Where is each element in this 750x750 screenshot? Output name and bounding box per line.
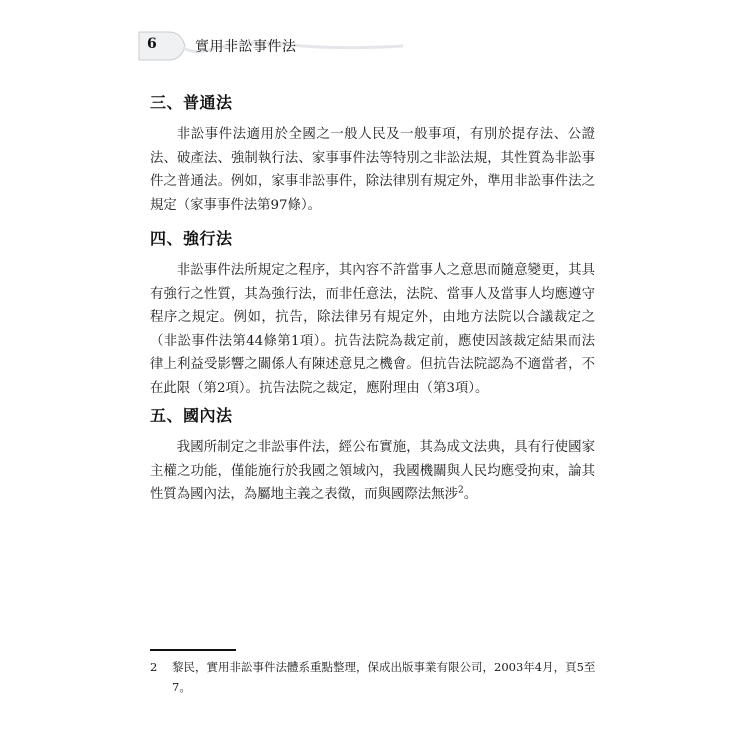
- page-number: 6: [147, 36, 157, 52]
- paragraph-domestic-law-end: 。: [463, 487, 478, 502]
- paragraph-domestic-law-text: 我國所制定之非訟事件法，經公布實施，其為成文法典，具有行使國家主權之功能，僅能施行於我國之領域內，我國機關與人民均應受拘束，論其性質為國內法，為屬地主義之表徵，而與國際法無涉: [150, 440, 595, 502]
- paragraph-general-law: 非訟事件法適用於全國之一般人民及一般事項，有別於提存法、公證法、破產法、強制執行法、家事事件法等特別之非訟法規，其性質為非訟事件之普通法。例如，家事非訟事件，除法律別有規定外，準用非訟事件法之規定（家事事件法第97條）。: [150, 127, 595, 213]
- section-heading-mandatory-law: 四、強行法: [150, 229, 233, 248]
- footnote-divider: [150, 649, 236, 651]
- footnote-number: 2: [150, 660, 158, 674]
- section-heading-domestic-law: 五、國內法: [150, 406, 233, 425]
- footnote-reference[interactable]: 2: [457, 485, 464, 496]
- footnote: [150, 657, 600, 697]
- paragraph-mandatory-law: 非訟事件法所規定之程序，其內容不許當事人之意思而隨意變更，其具有強行之性質，其為強行法，而非任意法，法院、當事人及當事人均應遵守程序之規定。例如，抗告，除法律另有規定外，由地方法院以合議裁定之（非訟事件法第44條第1項）。抗告法院為裁定前，應使因該裁定結果而法律上利益受影響之關係人有陳述意見之機會。但抗告法院認為不適當者，不在此限（第2項）。抗告法院之裁定，應附理由（第3項）。: [150, 263, 595, 396]
- footnote-text: 黎民，實用非訟事件法體系重點整理，保成出版事業有限公司，2003年4月，頁5至7。: [172, 660, 596, 694]
- running-header: [133, 30, 413, 62]
- section-heading-general-law: 三、普通法: [150, 93, 233, 112]
- book-title: 實用非訟事件法: [195, 39, 297, 55]
- paragraph-domestic-law: [150, 436, 595, 507]
